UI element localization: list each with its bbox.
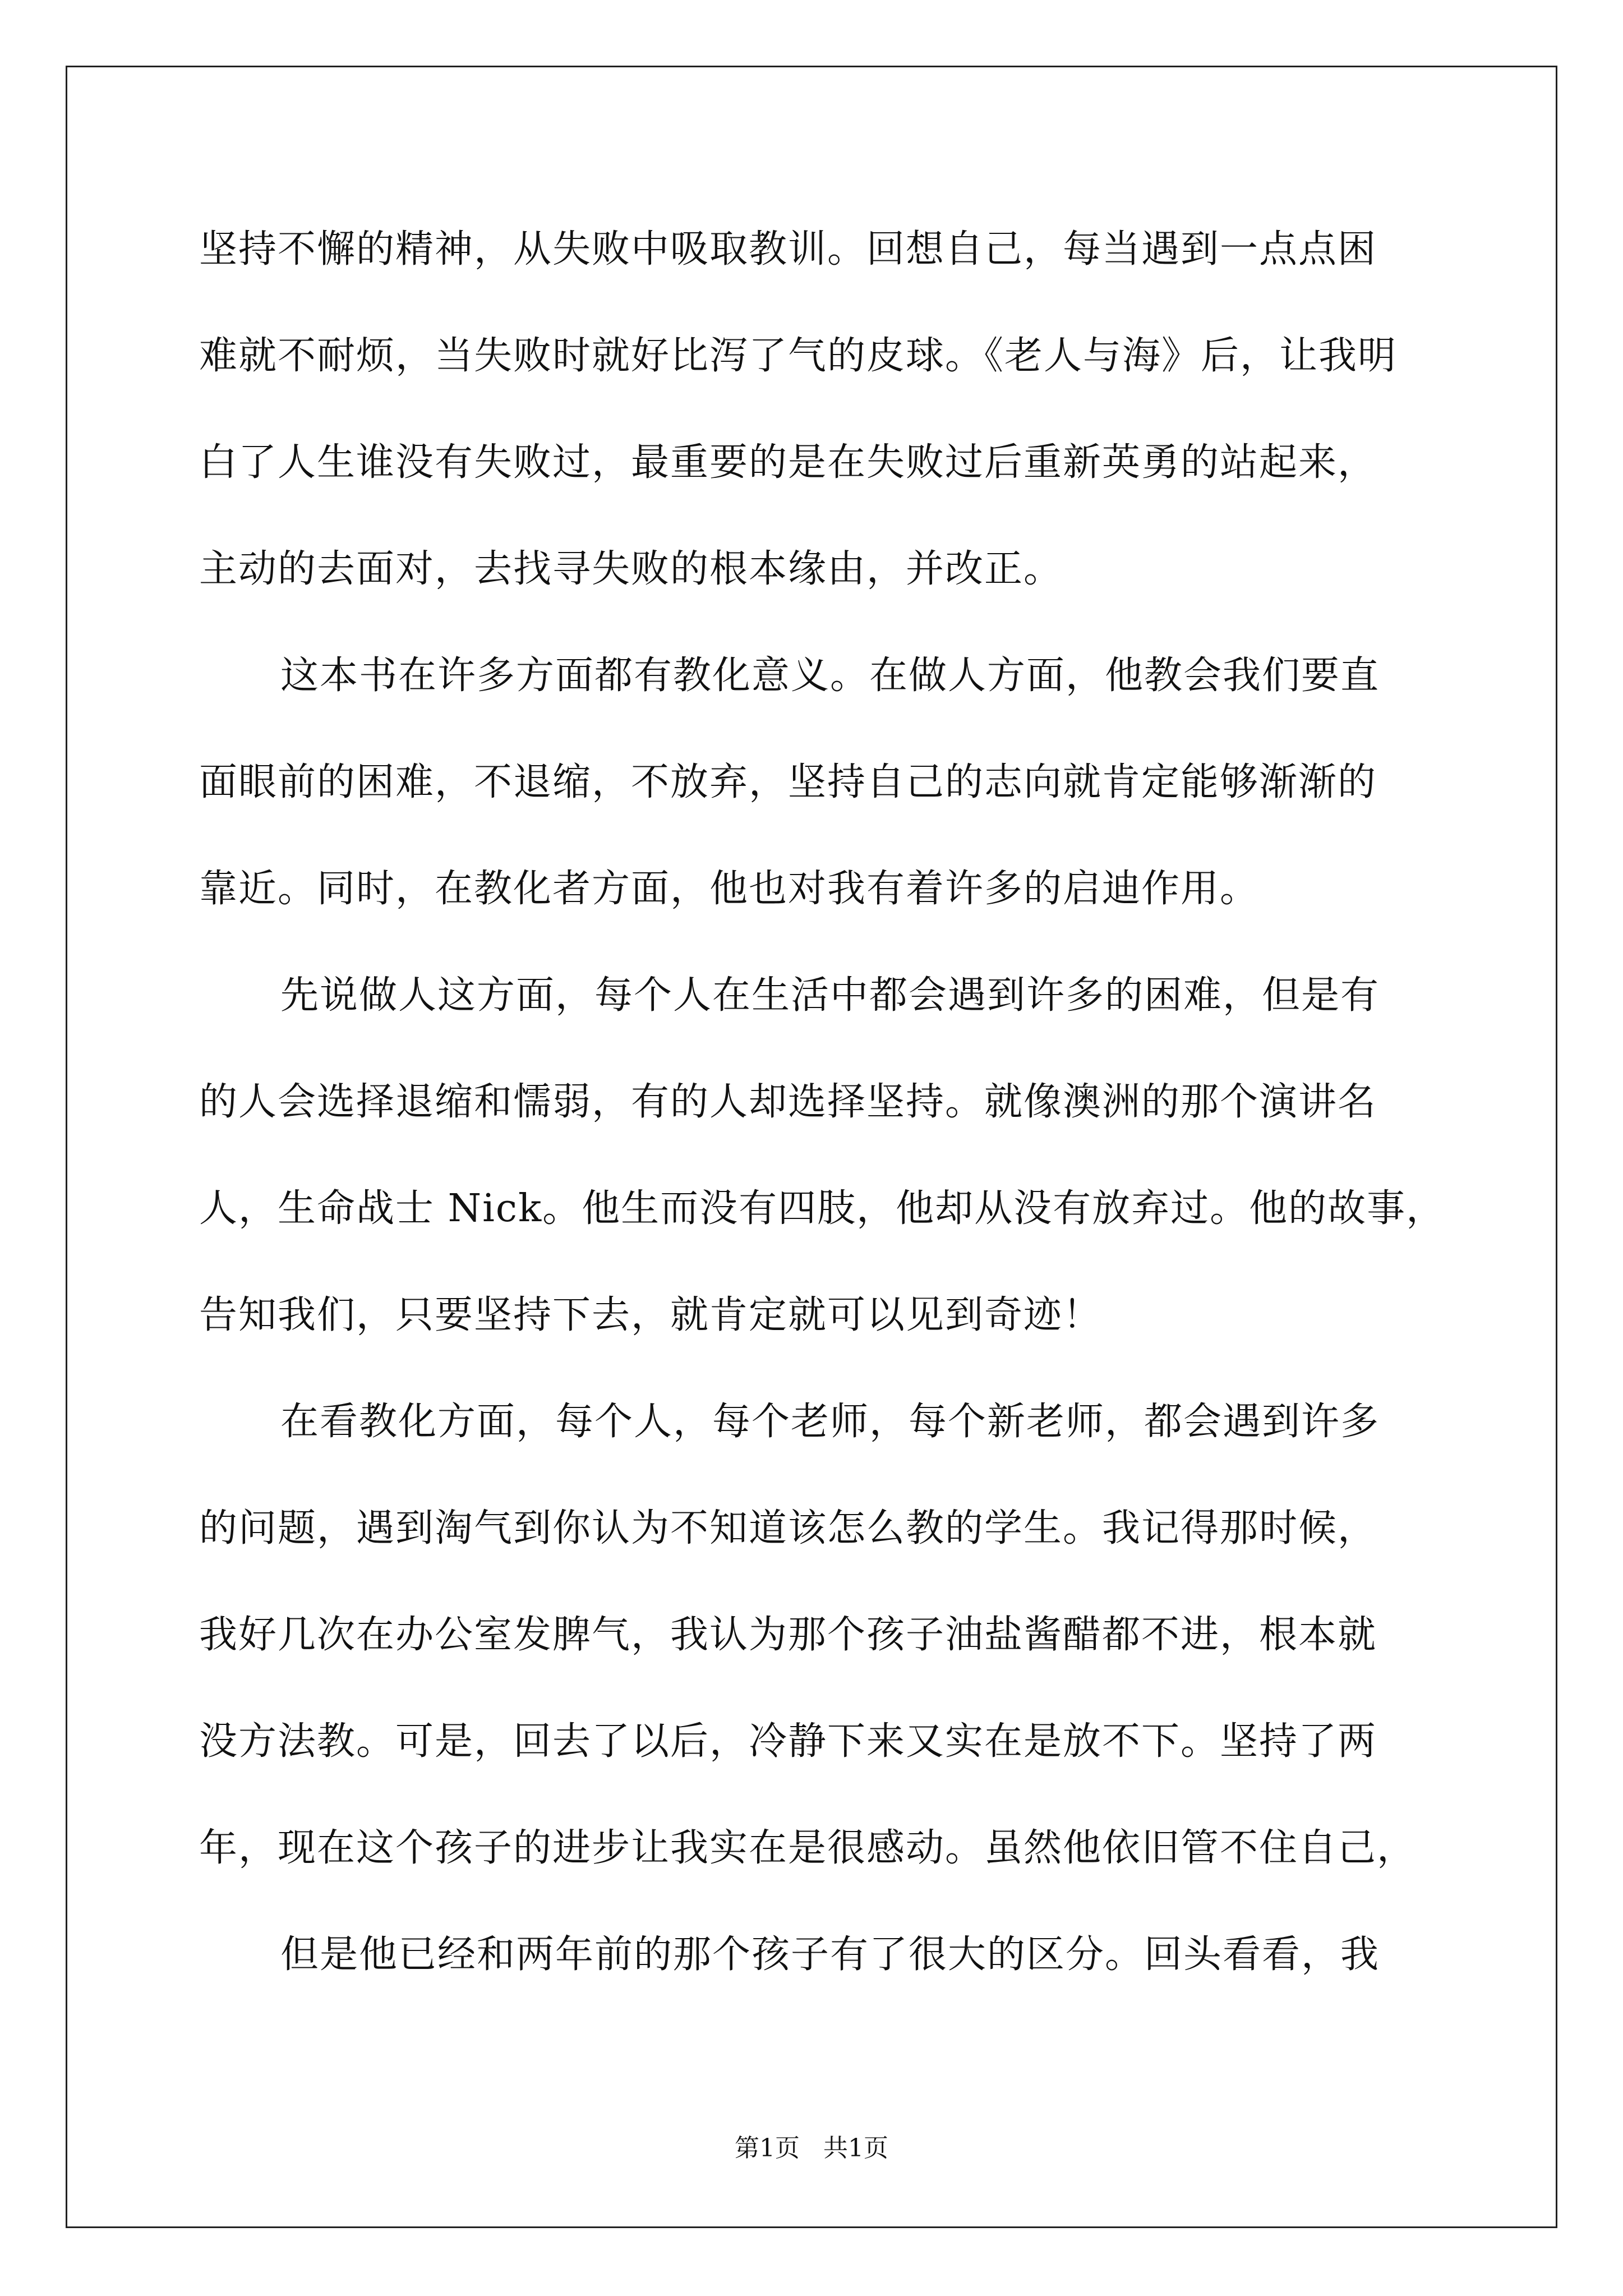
text-line: 白了人生谁没有失败过，最重要的是在失败过后重新英勇的站起来， xyxy=(199,440,1377,485)
text-line: 人，生命战士 Nick。他生而没有四肢，他却从没有放弃过。他的故事， xyxy=(199,1186,1446,1231)
text-line: 靠近。同时，在教化者方面，他也对我有着许多的启迪作用。 xyxy=(199,867,1260,911)
text-line: 难就不耐烦，当失败时就好比泻了气的皮球。《老人与海》后，让我明 xyxy=(199,334,1398,378)
text-line: 在看教化方面，每个人，每个老师，每个新老师，都会遇到许多 xyxy=(280,1400,1380,1444)
page-footer xyxy=(0,2132,1623,2165)
text-line: 这本书在许多方面都有教化意义。在做人方面，他教会我们要直 xyxy=(280,654,1380,698)
text-line: 的问题，遇到淘气到你认为不知道该怎么教的学生。我记得那时候， xyxy=(199,1506,1377,1550)
text-line: 先说做人这方面，每个人在生活中都会遇到许多的困难，但是有 xyxy=(280,973,1380,1018)
text-line: 我好几次在办公室发脾气，我认为那个孩子油盐酱醋都不进，根本就 xyxy=(199,1613,1377,1657)
text-line: 主动的去面对，去找寻失败的根本缘由，并改正。 xyxy=(199,547,1063,591)
text-line: 告知我们，只要坚持下去，就肯定就可以见到奇迹！ xyxy=(199,1293,1103,1337)
text-line: 没方法教。可是，回去了以后，冷静下来又实在是放不下。坚持了两 xyxy=(199,1719,1377,1764)
text-line: 年，现在这个孩子的进步让我实在是很感动。虽然他依旧管不住自己， xyxy=(199,1826,1417,1870)
text-line: 但是他已经和两年前的那个孩子有了很大的区分。回头看看，我 xyxy=(280,1932,1380,1977)
text-line: 坚持不懈的精神，从失败中吸取教训。回想自己，每当遇到一点点困 xyxy=(199,227,1377,272)
page-number: 第1页 xyxy=(735,2134,800,2162)
page-total: 共1页 xyxy=(823,2134,888,2162)
text-line: 的人会选择退缩和懦弱，有的人却选择坚持。就像澳洲的那个演讲名 xyxy=(199,1080,1377,1124)
text-line: 面眼前的困难，不退缩，不放弃，坚持自己的志向就肯定能够渐渐的 xyxy=(199,760,1377,804)
page-border xyxy=(66,66,1557,2228)
